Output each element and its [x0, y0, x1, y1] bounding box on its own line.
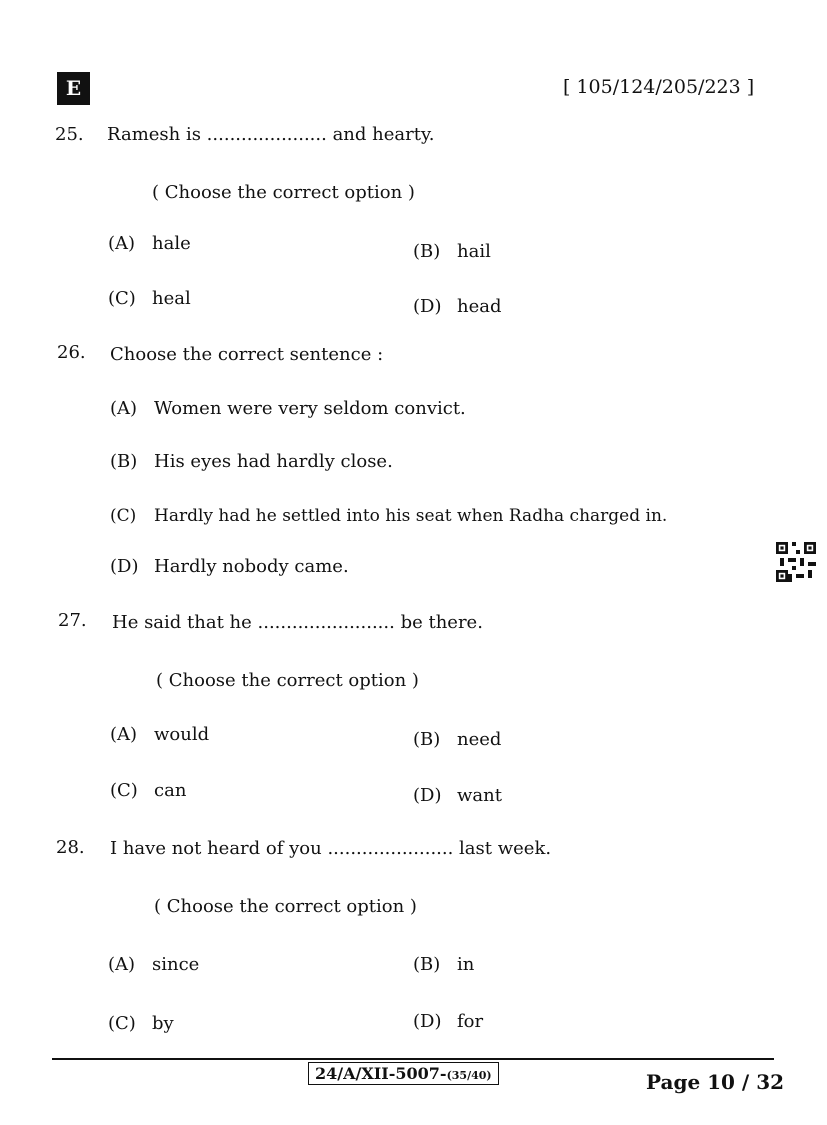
option-d: [413, 296, 502, 317]
option-c: [108, 1013, 174, 1034]
option-text: Hardly nobody came.: [154, 556, 349, 577]
option-c: [110, 780, 186, 801]
option-text: heal: [152, 288, 191, 309]
option-text: Women were very seldom convict.: [154, 398, 466, 419]
option-label: (B): [413, 729, 441, 750]
option-text: head: [457, 296, 502, 317]
option-b: [110, 451, 393, 472]
option-a: [110, 398, 466, 419]
option-label: (C): [110, 780, 138, 801]
option-text: in: [457, 954, 475, 975]
page-number: Page 10 / 32: [646, 1070, 785, 1094]
option-label: (B): [413, 954, 441, 975]
footer-divider: [52, 1058, 774, 1060]
footer-code-sub: (35/40): [446, 1069, 492, 1082]
option-d: [413, 1011, 483, 1032]
footer-paper-code: [308, 1062, 499, 1085]
option-b: [413, 729, 501, 750]
option-label: (D): [413, 296, 442, 317]
option-b: [413, 241, 491, 262]
question-number: 28.: [56, 837, 85, 858]
question-number: 26.: [57, 342, 86, 363]
footer-code-main: 24/A/XII-5007-: [315, 1064, 447, 1083]
option-a: [108, 233, 191, 254]
question-text: He said that he ........................ be there.: [112, 612, 483, 633]
option-label: (D): [413, 1011, 442, 1032]
option-text: by: [152, 1013, 174, 1034]
option-text: since: [152, 954, 200, 975]
section-badge: E: [57, 72, 90, 105]
option-text: need: [457, 729, 502, 750]
option-label: (C): [108, 1013, 136, 1034]
option-a: [110, 724, 209, 745]
question-text: I have not heard of you ...................... last week.: [110, 838, 552, 859]
option-text: His eyes had hardly close.: [154, 451, 393, 472]
option-c: [108, 288, 191, 309]
option-label: (A): [108, 233, 136, 254]
paper-code: [ 105/124/205/223 ]: [563, 76, 755, 98]
question-number: 27.: [58, 610, 87, 631]
question-instruction: ( Choose the correct option ): [152, 182, 415, 203]
option-d: [110, 556, 349, 577]
qr-code-icon: [776, 542, 816, 582]
question-instruction: ( Choose the correct option ): [156, 670, 419, 691]
option-text: hale: [152, 233, 191, 254]
option-label: (B): [413, 241, 441, 262]
option-text: for: [457, 1011, 484, 1032]
option-label: (A): [110, 398, 138, 419]
option-label: (C): [108, 288, 136, 309]
option-label: (A): [108, 954, 136, 975]
option-text: would: [154, 724, 210, 745]
question-text: Ramesh is ..................... and hearty.: [107, 124, 435, 145]
question-number: 25.: [55, 124, 84, 145]
option-text: Hardly had he settled into his seat when Radha charged in.: [154, 506, 668, 526]
option-label: (D): [110, 556, 139, 577]
option-label: (D): [413, 785, 442, 806]
option-text: want: [457, 785, 502, 806]
question-instruction: ( Choose the correct option ): [154, 896, 417, 917]
option-b: [413, 954, 474, 975]
option-a: [108, 954, 199, 975]
option-label: (A): [110, 724, 138, 745]
option-text: hail: [457, 241, 491, 262]
option-text: can: [154, 780, 187, 801]
option-c: [110, 506, 667, 526]
option-label: (C): [110, 506, 137, 526]
question-text: Choose the correct sentence :: [110, 344, 384, 365]
option-label: (B): [110, 451, 138, 472]
option-d: [413, 785, 502, 806]
